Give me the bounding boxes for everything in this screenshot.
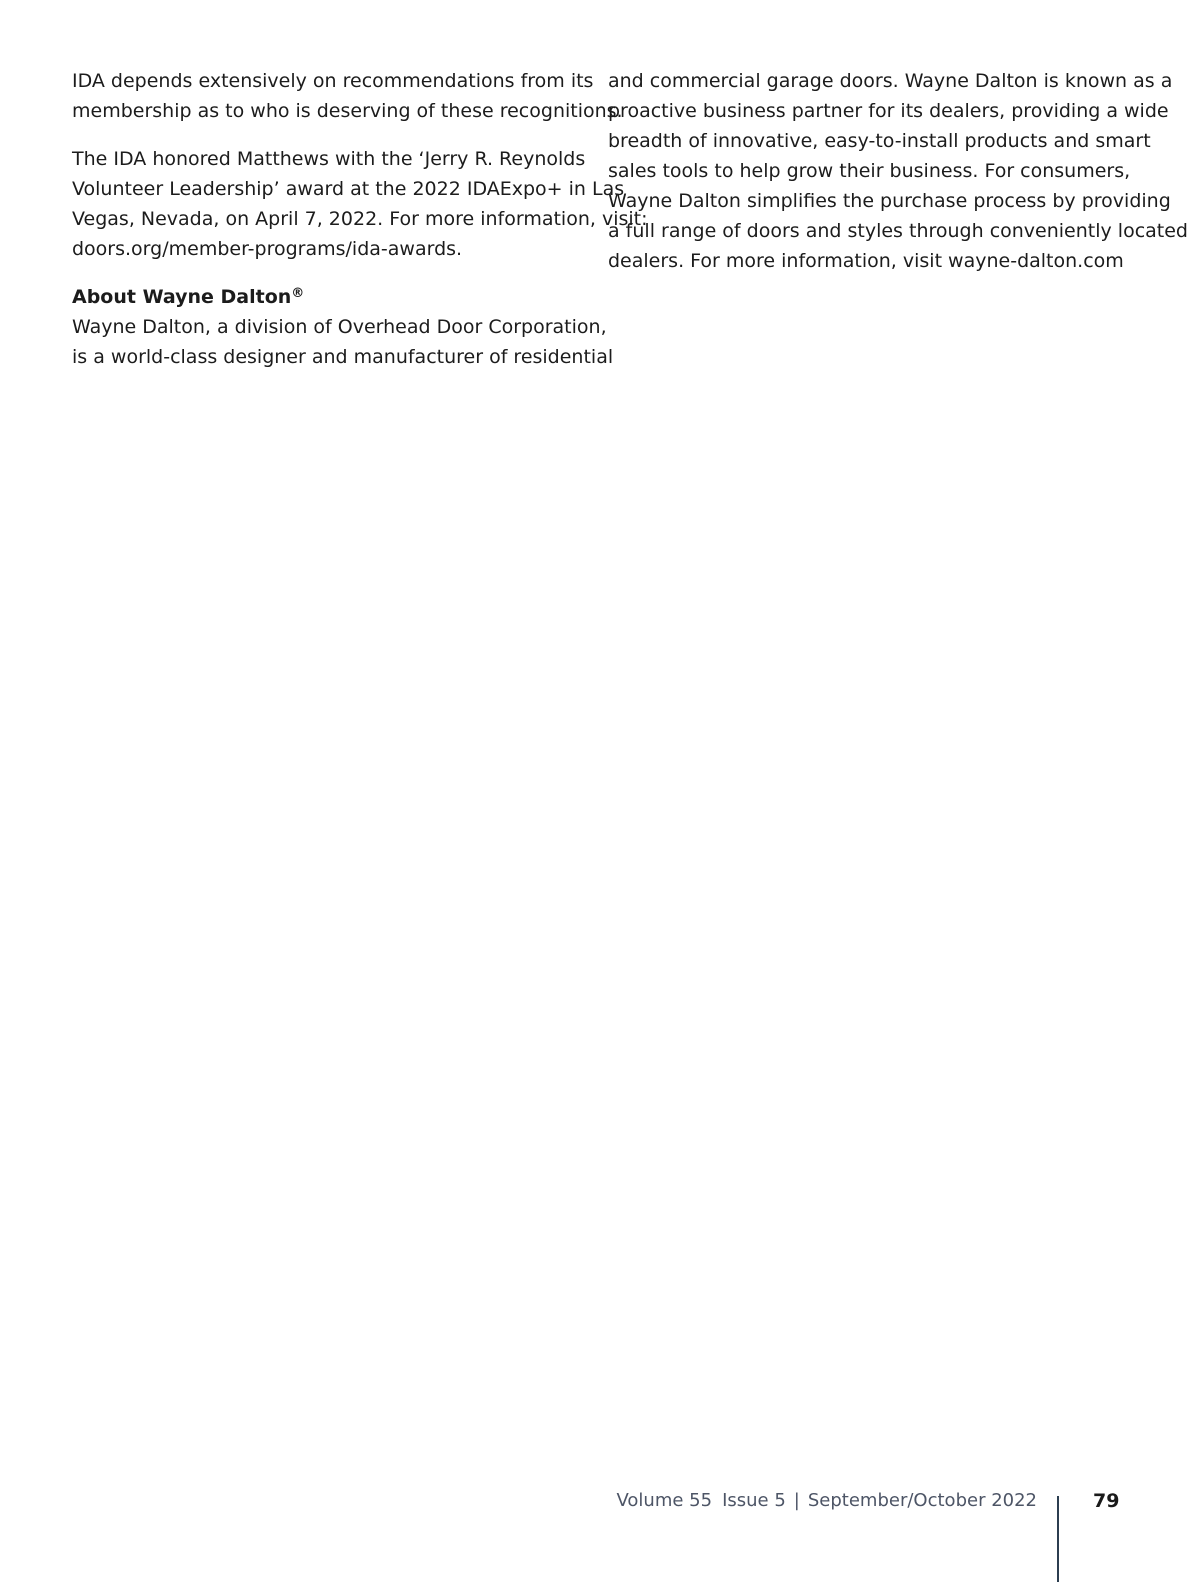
about-heading-text: About Wayne Dalton — [72, 286, 292, 308]
text-line: proactive business partner for its dealers, providing a wide — [608, 100, 1169, 122]
left-column — [72, 66, 648, 390]
footer-separator: | — [793, 1490, 800, 1511]
footer-divider — [1057, 1496, 1059, 1582]
text-line: Volunteer Leadership’ award at the 2022 IDAExpo+ in Las — [72, 178, 625, 200]
award-paragraph — [72, 144, 648, 264]
text-line: is a world-class designer and manufacturer of residential — [72, 346, 614, 368]
footer-date: September/October 2022 — [807, 1490, 1037, 1511]
text-line: Wayne Dalton, a division of Overhead Door Corporation, — [72, 316, 607, 338]
text-line: IDA depends extensively on recommendations from its — [72, 70, 594, 92]
registered-mark: ® — [291, 286, 305, 301]
about-section — [72, 282, 614, 372]
text-line: a full range of doors and styles through conveniently located — [608, 220, 1188, 242]
right-column — [608, 66, 1188, 276]
text-line: Wayne Dalton simplifies the purchase process by providing — [608, 190, 1171, 212]
text-line: doors.org/member-programs/ida-awards. — [72, 238, 463, 260]
footer-issue: Issue 5 — [722, 1490, 786, 1511]
text-line: breadth of innovative, easy-to-install products and smart — [608, 130, 1151, 152]
page-number: 79 — [1093, 1490, 1120, 1512]
page-footer — [616, 1490, 1037, 1511]
text-line: Vegas, Nevada, on April 7, 2022. For more information, visit: — [72, 208, 648, 230]
text-line: and commercial garage doors. Wayne Dalton is known as a — [608, 70, 1173, 92]
text-line: The IDA honored Matthews with the ‘Jerry R. Reynolds — [72, 148, 586, 170]
text-line: sales tools to help grow their business. For consumers, — [608, 160, 1131, 182]
intro-paragraph — [72, 66, 623, 126]
footer-volume: Volume 55 — [616, 1490, 713, 1511]
text-line: membership as to who is deserving of these recognitions. — [72, 100, 623, 122]
about-heading — [72, 282, 572, 312]
text-line: dealers. For more information, visit wayne-dalton.com — [608, 250, 1124, 272]
